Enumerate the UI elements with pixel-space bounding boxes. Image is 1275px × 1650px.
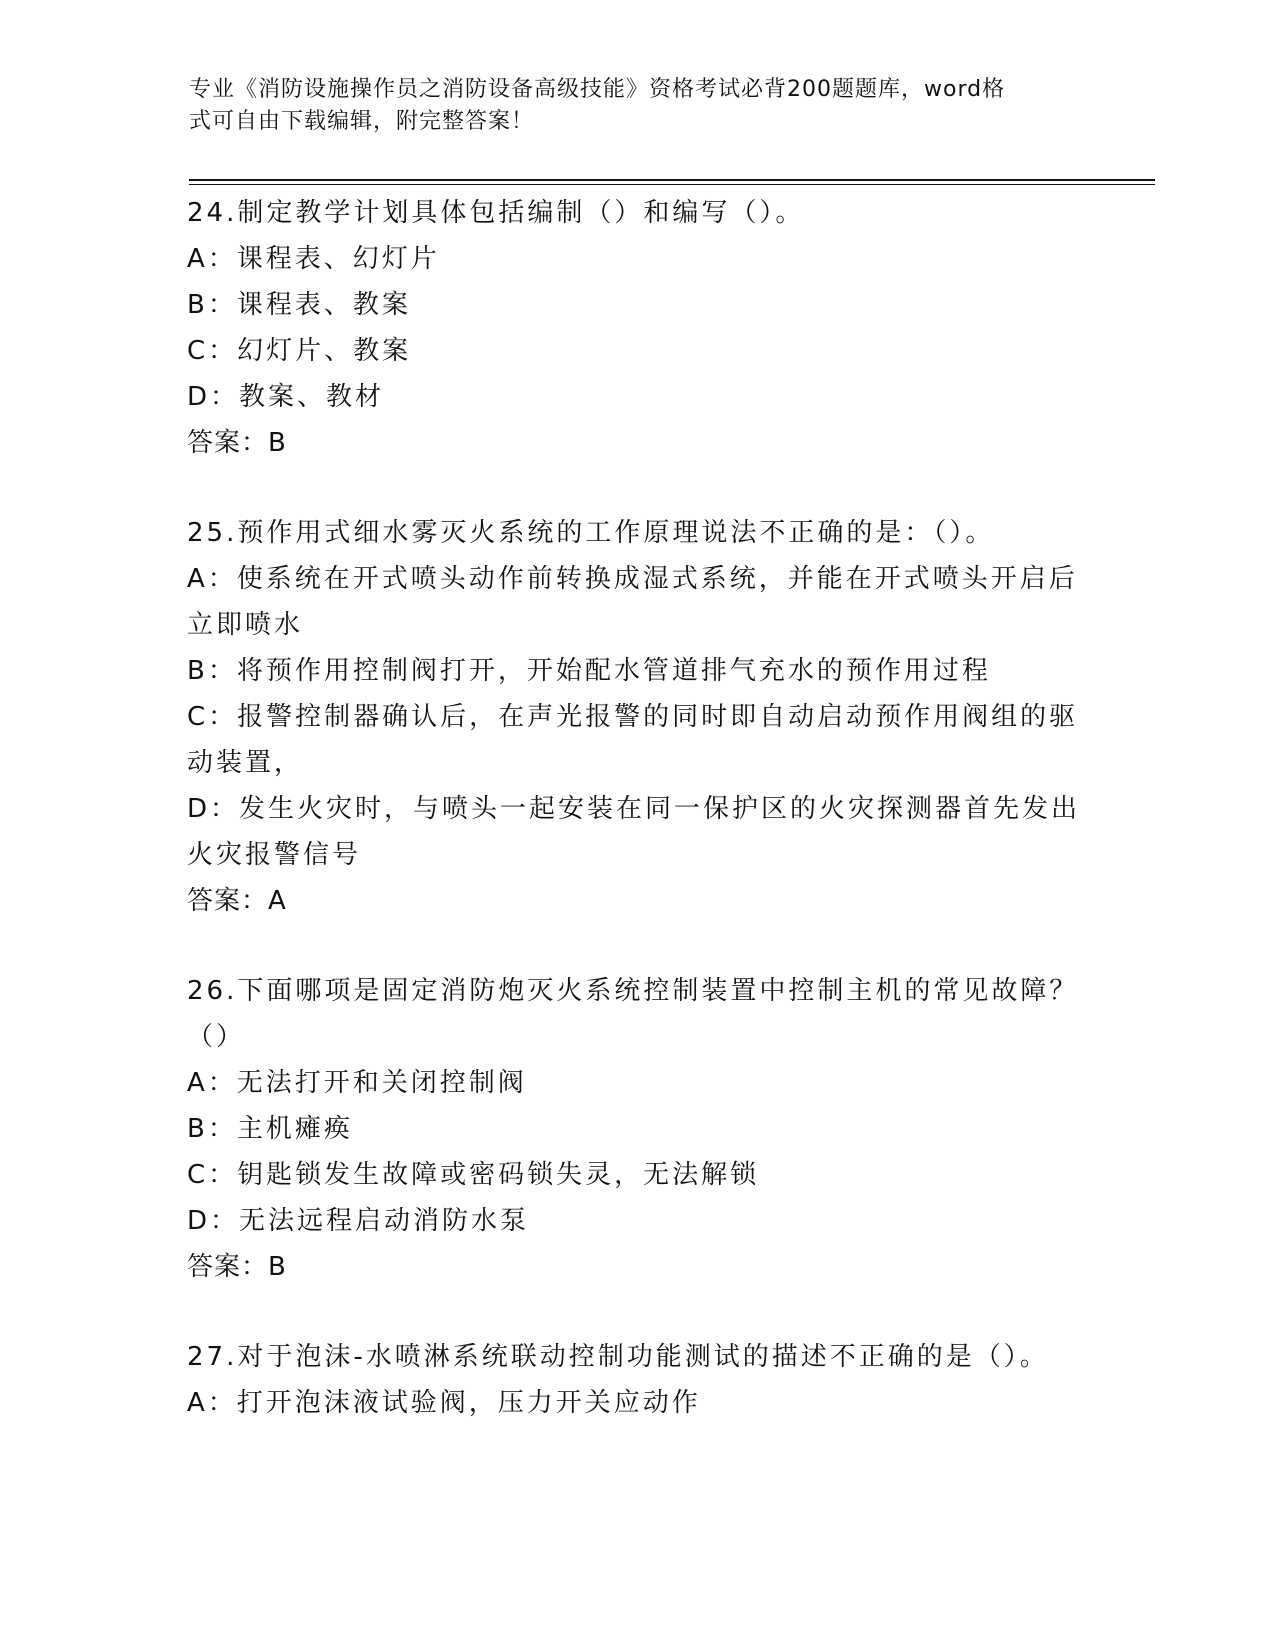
answer-line: 答案：A: [187, 886, 287, 916]
question-stem-continued: （）: [187, 1022, 246, 1052]
document-header: [189, 74, 1069, 138]
answer-line: 答案：B: [187, 428, 287, 458]
answer-line: 答案：B: [187, 1252, 287, 1282]
option-d: D：发生火灾时，与喷头一起安装在同一保护区的火灾探测器首先发出: [187, 794, 1081, 824]
header-line-2: 式可自由下载编辑，附完整答案！: [189, 109, 535, 134]
question-stem: 26.下面哪项是固定消防炮灭火系统控制装置中控制主机的常见故障？: [187, 976, 1079, 1006]
option-c: C：报警控制器确认后，在声光报警的同时即自动启动预作用阀组的驱: [187, 702, 1079, 732]
header-divider-thick: [189, 179, 1155, 181]
question-27: [187, 1334, 1087, 1426]
header-line-1: 专业《消防设施操作员之消防设备高级技能》资格考试必背200题题库，word格: [189, 77, 1006, 102]
question-stem: 27.对于泡沫-水喷淋系统联动控制功能测试的描述不正确的是（）。: [187, 1342, 1049, 1372]
option-d: D：教案、教材: [187, 382, 385, 412]
question-26: [187, 968, 1087, 1290]
option-d: D：无法远程启动消防水泵: [187, 1206, 530, 1236]
option-d-continued: 火灾报警信号: [187, 840, 362, 870]
option-c: C：钥匙锁发生故障或密码锁失灵，无法解锁: [187, 1160, 760, 1190]
question-stem: 24.制定教学计划具体包括编制（）和编写（）。: [187, 198, 805, 228]
option-c-continued: 动装置，: [187, 748, 304, 778]
question-24: [187, 190, 1087, 466]
option-b: B：主机瘫痪: [187, 1114, 353, 1144]
option-b: B：将预作用控制阀打开，开始配水管道排气充水的预作用过程: [187, 656, 991, 686]
option-a: A：无法打开和关闭控制阀: [187, 1068, 527, 1098]
option-a: A：打开泡沫液试验阀，压力开关应动作: [187, 1388, 701, 1418]
option-a-continued: 立即喷水: [187, 610, 304, 640]
option-c: C：幻灯片、教案: [187, 336, 412, 366]
question-25: [187, 510, 1087, 924]
header-divider-thin: [189, 184, 1155, 185]
question-list: [187, 190, 1087, 1470]
option-a: A：课程表、幻灯片: [187, 244, 440, 274]
option-a: A：使系统在开式喷头动作前转换成湿式系统，并能在开式喷头开启后: [187, 564, 1078, 594]
option-b: B：课程表、教案: [187, 290, 411, 320]
question-stem: 25.预作用式细水雾灭火系统的工作原理说法不正确的是：（）。: [187, 518, 995, 548]
